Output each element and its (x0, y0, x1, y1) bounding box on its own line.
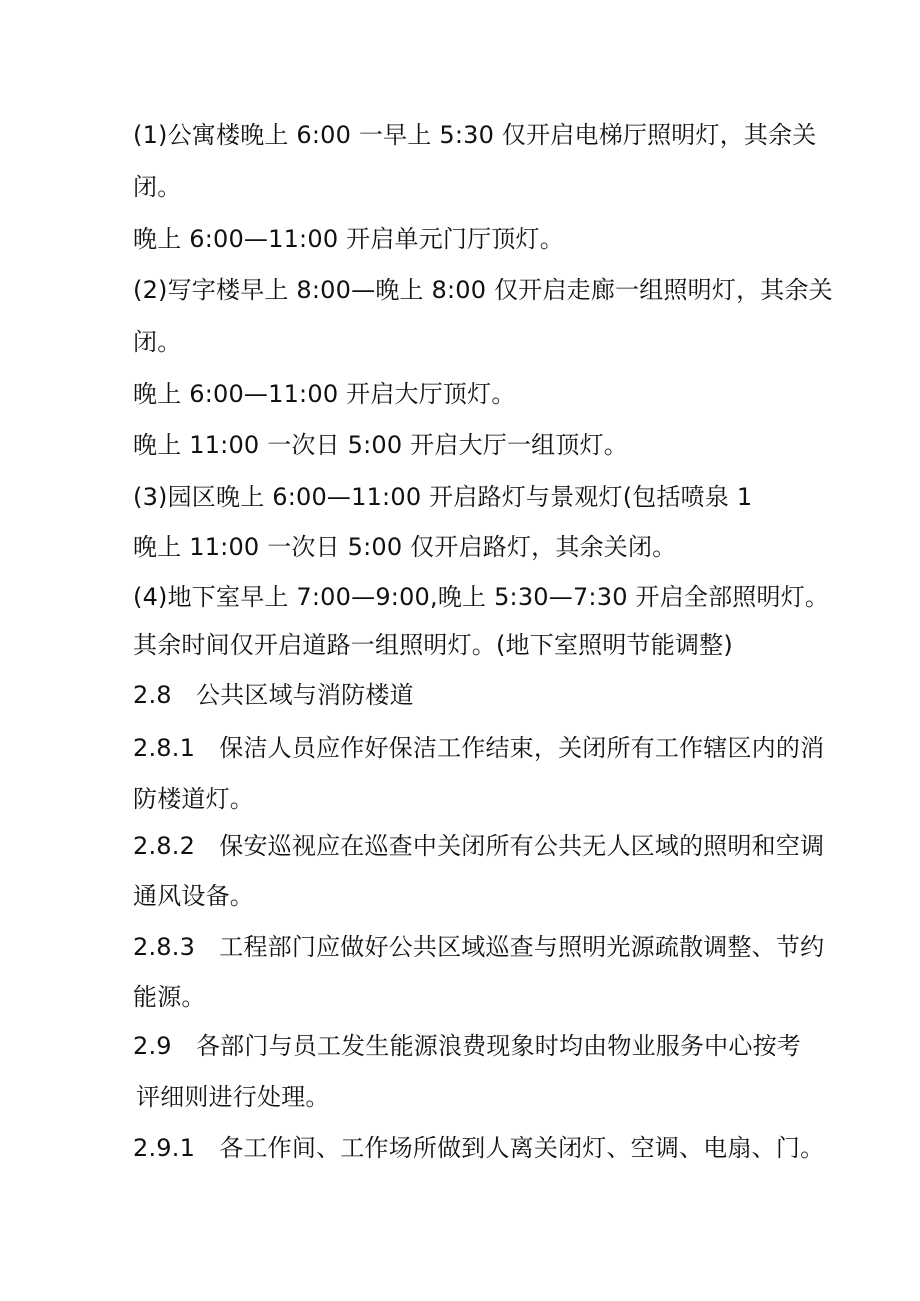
text-line: 能源。 (133, 983, 206, 1011)
text-line: 评细则进行处理。 (136, 1083, 330, 1111)
text-line: (3)园区晚上 6:00—11:00 开启路灯与景观灯(包括喷泉 1 (133, 483, 753, 511)
text-line: 通风设备。 (133, 882, 254, 910)
text-line: 2.8.3 工程部门应做好公共区域巡查与照明光源疏散调整、节约 (133, 933, 825, 961)
text-line: 闭。 (133, 173, 182, 201)
text-line: 晚上 11:00 一次日 5:00 开启大厅一组顶灯。 (133, 431, 628, 459)
text-line: 防楼道灯。 (133, 785, 254, 813)
text-line: 晚上 6:00—11:00 开启单元门厅顶灯。 (133, 225, 564, 253)
text-line: 2.8.1 保洁人员应作好保洁工作结束，关闭所有工作辖区内的消 (133, 734, 825, 762)
section-heading: 2.9 各部门与员工发生能源浪费现象时均由物业服务中心按考 (133, 1032, 801, 1060)
text-line: (1)公寓楼晚上 6:00 一早上 5:30 仅开启电梯厅照明灯，其余关 (133, 121, 817, 149)
text-line: 晚上 11:00 一次日 5:00 仅开启路灯，其余关闭。 (133, 533, 677, 561)
text-line: (2)写字楼早上 8:00—晚上 8:00 仅开启走廊一组照明灯，其余关 (133, 276, 833, 304)
text-line: 2.8.2 保安巡视应在巡查中关闭所有公共无人区域的照明和空调 (133, 832, 825, 860)
text-line: 其余时间仅开启道路一组照明灯。(地下室照明节能调整) (133, 631, 733, 659)
text-line: 2.9.1 各工作间、工作场所做到人离关闭灯、空调、电扇、门。 (133, 1134, 825, 1162)
text-line: (4)地下室早上 7:00—9:00,晚上 5:30—7:30 开启全部照明灯。 (133, 583, 830, 611)
text-line: 闭。 (133, 328, 182, 356)
text-line: 晚上 6:00—11:00 开启大厅顶灯。 (133, 380, 516, 408)
section-heading: 2.8 公共区域与消防楼道 (133, 681, 414, 709)
